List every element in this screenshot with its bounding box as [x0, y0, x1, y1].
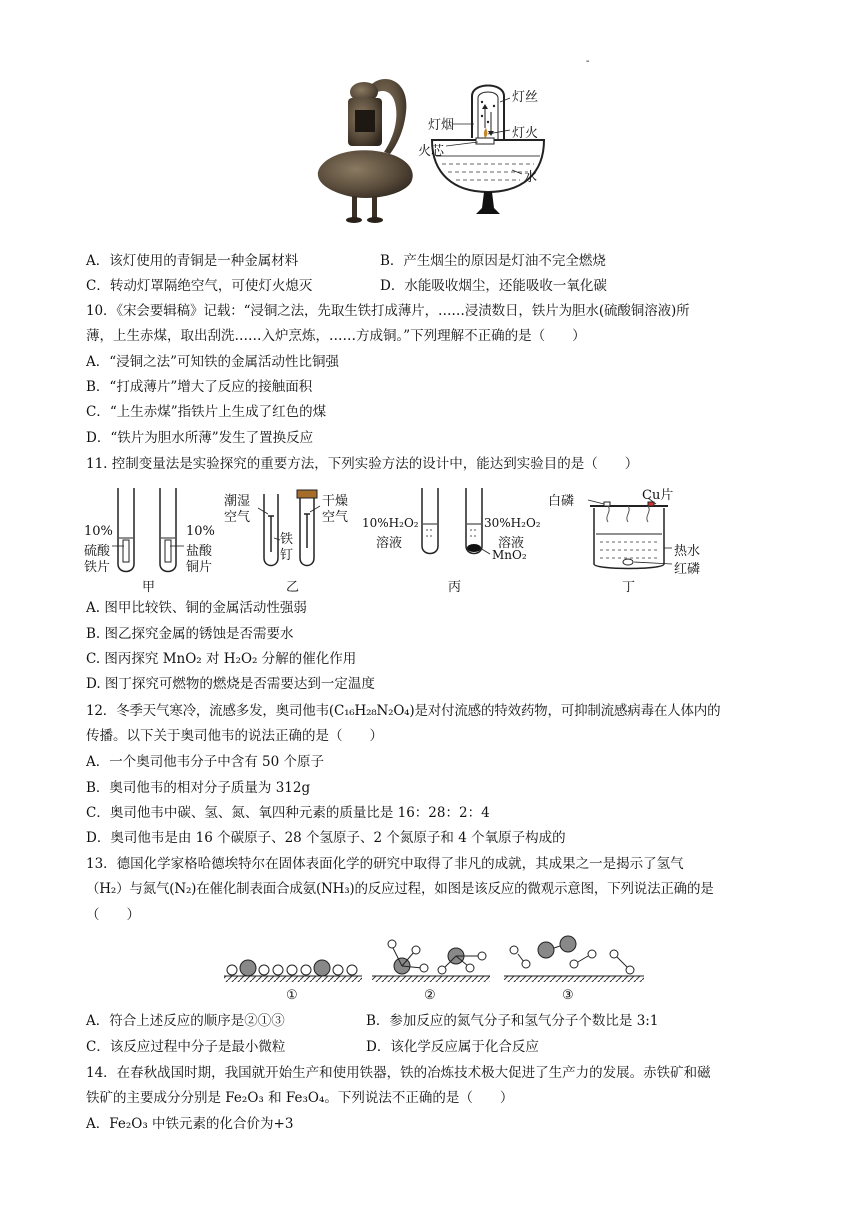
label-water: 水 — [524, 170, 538, 185]
q13-stem-line2: （H₂）与氮气(N₂)在催化制表面合成氨(NH₃)的反应过程，如图是该反应的微观示意图，下列说法正确的是 — [86, 881, 714, 897]
q10-stem-line2: 薄，上生赤煤，取出刮洗……入炉烹炼，……方成铜。”下列理解不正确的是（ ） — [86, 328, 586, 344]
figure-ding — [548, 482, 718, 594]
yi-nail2: 钉 — [280, 548, 294, 563]
q9-option-c: C．转动灯罩隔绝空气，可使灯火熄灭 — [86, 278, 313, 294]
ding-cu: Cu片 — [642, 488, 674, 503]
yi-dry: 干燥 — [322, 494, 349, 509]
micro-label-2: ② — [424, 988, 436, 1003]
bing-left1: 10%H₂O₂ — [362, 516, 419, 530]
figure-yi — [224, 486, 364, 594]
jia-left-top: 10% — [84, 524, 113, 539]
jia-right-top: 10% — [186, 524, 215, 539]
q13-stem-line1: 13．德国化学家格哈德埃特尔在固体表面化学的研究中取得了非凡的成就，其成果之一是揭示了氢气 — [86, 856, 684, 872]
micro-label-1: ① — [286, 988, 298, 1003]
bing-left2: 溶液 — [376, 536, 403, 551]
ding-hot-water: 热水 — [674, 544, 701, 559]
yi-wet: 潮湿 — [224, 494, 251, 509]
yi-air1: 空气 — [224, 510, 251, 525]
label-filament: 灯丝 — [512, 90, 539, 105]
q13-micro-diagram — [222, 932, 654, 1010]
figure-jia — [84, 484, 224, 594]
bing-right2: 溶液 — [498, 536, 525, 551]
q13-stem-line3: （ ） — [86, 907, 140, 923]
q12-stem-line2: 传播。以下关于奥司他韦的说法正确的是（ ） — [86, 728, 383, 744]
q10-stem-line1: 10．《宋会要辑稿》记载：“浸铜之法，先取生铁打成薄片，……浸渍数日，铁片为胆水(硫酸铜溶液)所 — [86, 303, 690, 319]
yi-air2: 空气 — [322, 510, 349, 525]
q10-option-c: C．“上生赤煤”指铁片上生成了红色的煤 — [86, 404, 327, 420]
jia-right-bot: 铜片 — [186, 560, 213, 575]
q12-option-b: B．奥司他韦的相对分子质量为 312g — [86, 780, 311, 796]
top-mark: - — [586, 56, 590, 67]
q14-stem-line1: 14．在春秋战国时期，我国就开始生产和使用铁器，铁的冶炼技术极大促进了生产力的发展。赤铁矿和磁 — [86, 1065, 711, 1081]
q11-option-d: D. 图丁探究可燃物的燃烧是否需要达到一定温度 — [86, 676, 375, 692]
q9-option-d: D．水能吸收烟尘，还能吸收一氧化碳 — [380, 278, 607, 294]
q9-option-a: A．该灯使用的青铜是一种金属材料 — [86, 253, 299, 269]
jia-left-mid: 硫酸 — [84, 544, 111, 559]
label-smoke: 灯烟 — [428, 118, 455, 133]
q10-option-d: D．“铁片为胆水所薄”发生了置换反应 — [86, 430, 314, 446]
q11-option-c: C. 图丙探究 MnO₂ 对 H₂O₂ 分解的催化作用 — [86, 651, 357, 667]
ding-white-p: 白磷 — [548, 494, 575, 509]
q14-option-a: A．Fe₂O₃ 中铁元素的化合价为+3 — [86, 1116, 294, 1132]
bing-caption: 丙 — [448, 580, 462, 595]
yi-nail1: 铁 — [280, 532, 294, 547]
jia-left-bot: 铁片 — [84, 560, 111, 575]
q13-option-a: A．符合上述反应的顺序是②①③ — [86, 1013, 285, 1029]
q13-option-c: C．该反应过程中分子是最小微粒 — [86, 1039, 286, 1055]
ding-caption: 丁 — [622, 580, 636, 595]
label-flame: 灯火 — [512, 126, 539, 141]
bing-mno2: MnO₂ — [492, 548, 527, 562]
q12-option-a: A．一个奥司他韦分子中含有 50 个原子 — [86, 754, 325, 770]
q10-option-a: A．“浸铜之法”可知铁的金属活动性比铜强 — [86, 354, 340, 370]
q11-option-a: A. 图甲比较铁、铜的金属活动性强弱 — [86, 600, 307, 616]
q11-stem: 11. 控制变量法是实验探究的重要方法，下列实验方法的设计中，能达到实验目的是（ ） — [86, 456, 639, 472]
bronze-lamp-photo — [312, 72, 420, 224]
bing-right1: 30%H₂O₂ — [484, 516, 541, 530]
micro-label-3: ③ — [562, 988, 574, 1003]
yi-caption: 乙 — [286, 580, 300, 595]
q12-option-d: D．奥司他韦是由 16 个碳原子、28 个氢原子、2 个氮原子和 4 个氧原子构成的 — [86, 830, 566, 846]
figure-bing — [362, 484, 552, 594]
q11-option-b: B. 图乙探究金属的锈蚀是否需要水 — [86, 626, 294, 642]
label-wick: 火芯 — [418, 144, 445, 159]
q10-option-b: B．“打成薄片”增大了反应的接触面积 — [86, 379, 313, 395]
q9-option-b: B．产生烟尘的原因是灯油不完全燃烧 — [380, 253, 606, 269]
lamp-diagram — [412, 76, 562, 218]
jia-caption: 甲 — [142, 580, 156, 595]
ding-red-p: 红磷 — [674, 562, 701, 577]
q12-option-c: C．奥司他韦中碳、氢、氮、氧四种元素的质量比是 16：28：2：4 — [86, 805, 490, 821]
q13-option-b: B．参加反应的氮气分子和氢气分子个数比是 3:1 — [366, 1013, 659, 1029]
jia-right-mid: 盐酸 — [186, 544, 213, 559]
q13-option-d: D．该化学反应属于化合反应 — [366, 1039, 539, 1055]
q14-stem-line2: 铁矿的主要成分分别是 Fe₂O₃ 和 Fe₃O₄。下列说法不正确的是（ ） — [86, 1090, 514, 1106]
q12-stem-line1: 12．冬季天气寒冷，流感多发，奥司他韦(C₁₆H₂₈N₂O₄)是对付流感的特效药物，可抑制流感病毒在人体内的 — [86, 703, 721, 719]
